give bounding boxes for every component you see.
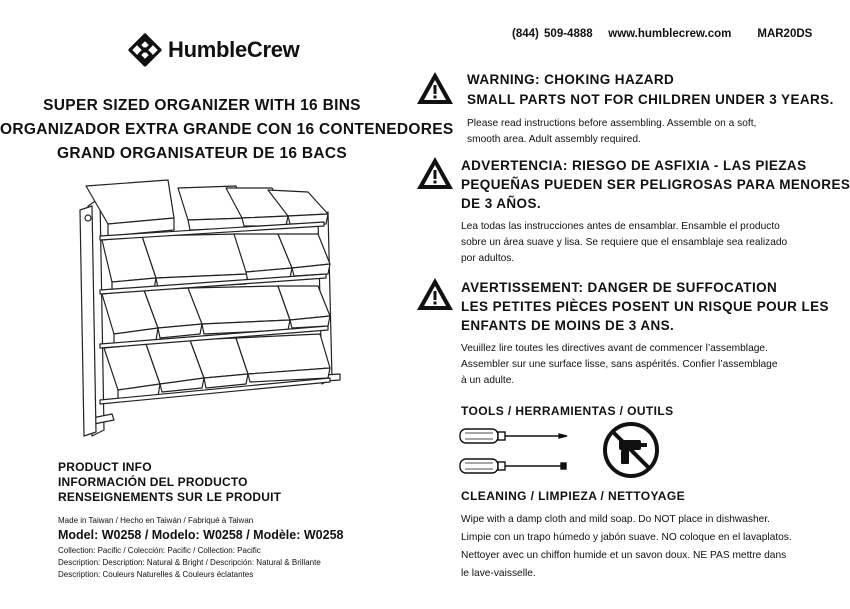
phone-number: (844) 509-4888	[512, 28, 593, 40]
organizer-illustration	[78, 178, 340, 438]
cleaning-line-3: Nettoyer avec un chiffon humide et un savon doux. NE PAS mettre dans	[461, 550, 787, 561]
contact-header	[512, 28, 812, 40]
humblecrew-logo-icon	[128, 33, 162, 67]
warning-triangle-icon	[415, 70, 455, 106]
product-info-heading-fr: RENSEIGNEMENTS SUR LE PRODUIT	[58, 490, 282, 504]
warning-title-fr-3: ENFANTS DE MOINS DE 3 ANS.	[461, 318, 675, 333]
website-url: www.humblecrew.com	[608, 28, 732, 40]
warning-title-en-2: SMALL PARTS NOT FOR CHILDREN UNDER 3 YEARS.	[467, 92, 834, 107]
model-number: Model: W0258 / Modelo: W0258 / Modèle: W0258	[58, 528, 344, 542]
product-info-heading-en: PRODUCT INFO	[58, 460, 152, 474]
description-line-2: Description: Couleurs Naturelles & Couleurs éclatantes	[58, 570, 254, 579]
warning-body-en-2: smooth area. Adult assembly required.	[467, 134, 641, 145]
product-title-en: SUPER SIZED ORGANIZER WITH 16 BINS	[43, 97, 361, 114]
tools-heading: TOOLS / HERRAMIENTAS / OUTILS	[461, 404, 674, 418]
warning-body-es-3: por adultos.	[461, 253, 515, 264]
warning-triangle-icon	[415, 276, 455, 312]
warning-body-en-1: Please read instructions before assembling. Assemble on a soft,	[467, 118, 757, 129]
flathead-screwdriver-icon	[459, 456, 569, 476]
cleaning-heading: CLEANING / LIMPIEZA / NETTOYAGE	[461, 489, 685, 503]
collection: Collection: Pacific / Colección: Pacific / Collection: Pacific	[58, 546, 261, 555]
warning-title-es-2: PEQUEÑAS PUEDEN SER PELIGROSAS PARA MENORES	[461, 177, 850, 192]
made-in: Made in Taiwan / Hecho en Taiwán / Fabriqué à Taiwan	[58, 516, 254, 525]
document-code: MAR20DS	[757, 28, 813, 40]
no-power-drill-icon	[601, 420, 661, 480]
brand-logo	[128, 30, 308, 70]
warning-triangle-icon	[415, 155, 455, 191]
warning-body-fr-1: Veuillez lire toutes les directives avant de commencer l’assemblage.	[461, 343, 768, 354]
warning-title-fr-2: LES PETITES PIÈCES POSENT UN RISQUE POUR LES	[461, 299, 829, 314]
warning-body-es-1: Lea todas las instrucciones antes de ensamblar. Ensamble el producto	[461, 221, 780, 232]
product-title-es: ORGANIZADOR EXTRA GRANDE CON 16 CONTENEDORES	[0, 121, 454, 138]
cleaning-line-1: Wipe with a damp cloth and mild soap. Do NOT place in dishwasher.	[461, 514, 770, 525]
product-info-heading-es: INFORMACIÓN DEL PRODUCTO	[58, 475, 248, 489]
phillips-screwdriver-icon	[459, 426, 569, 446]
brand-name: HumbleCrew	[168, 37, 300, 62]
cleaning-line-4: le lave-vaisselle.	[461, 568, 536, 579]
cleaning-line-2: Limpie con un trapo húmedo y jabón suave. NO coloque en el lavaplatos.	[461, 532, 792, 543]
description-line-1: Description: Description: Natural & Bright / Descripción: Natural & Brillante	[58, 558, 321, 567]
product-title-fr: GRAND ORGANISATEUR DE 16 BACS	[56, 145, 348, 162]
warning-title-es-1: ADVERTENCIA: RIESGO DE ASFIXIA - LAS PIEZAS	[461, 158, 807, 173]
warning-title-en-1: WARNING: CHOKING HAZARD	[467, 72, 675, 87]
warning-title-fr-1: AVERTISSEMENT: DANGER DE SUFFOCATION	[461, 280, 778, 295]
warning-body-fr-3: à un adulte.	[461, 375, 515, 386]
warning-body-es-2: sobre un área suave y lisa. Se requiere que el ensamblaje sea realizado	[461, 237, 788, 248]
warning-body-fr-2: Assembler sur une surface lisse, sans aspérités. Confier l’assemblage	[461, 359, 778, 370]
warning-title-es-3: DE 3 AÑOS.	[461, 196, 542, 211]
